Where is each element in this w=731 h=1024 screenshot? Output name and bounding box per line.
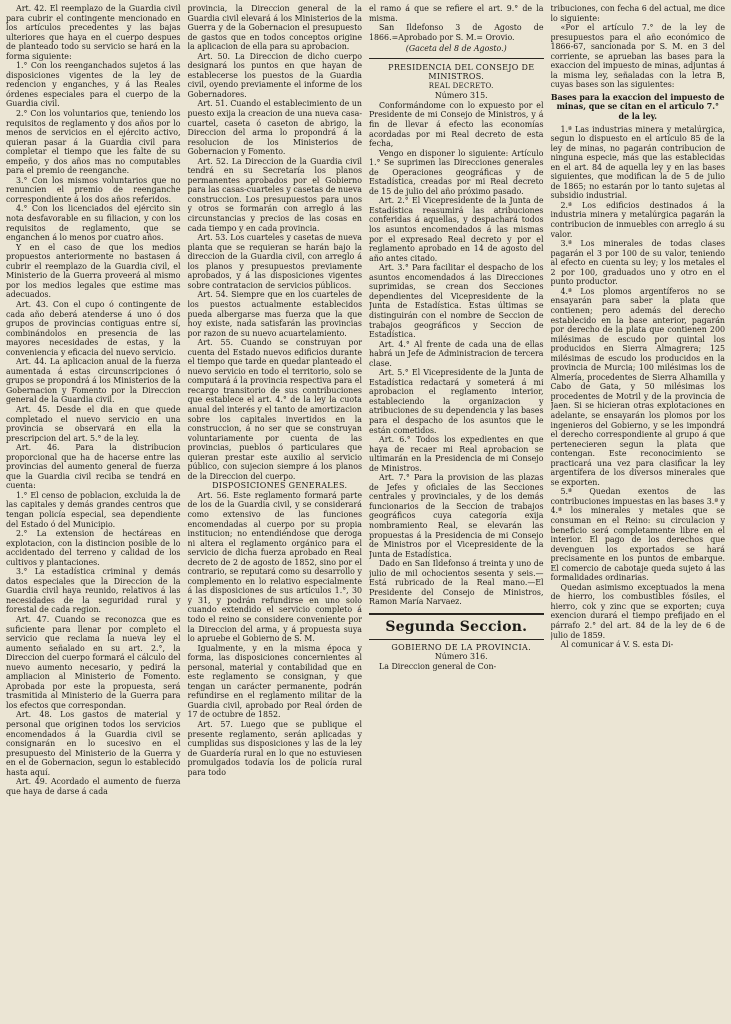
paragraph: 5.ª Quedan exentos de las contribuciones impuestas en las bases 3.ª y 4.ª los minerales y metales que se consuman en el Reino: su circulacion y beneficio será completamente libre en el interior. El pago de los derechos que devenguen los exportados se hará precisamente en los puntos de embarque. El comercio de cabotaje queda sujeto á las formalidades ordinarias. (550, 487, 725, 583)
decree-number: Número 315. (434, 91, 488, 101)
paragraph: Art. 51. Cuando el establecimiento de un puesto exija la creacion de una nueva casa-cuartel, caseta ó caseton de abrigo, la Direccion del arma lo propondrá á la resolucion de los Ministerios de Gobernacion y Fomento. (187, 99, 362, 157)
paragraph: Conformándome con lo expuesto por el Presidente de mi Consejo de Ministros, y á fin de llevar á efecto las economías acordadas por mi Real decreto de esta fecha, (369, 100, 544, 149)
paragraph: Art. 6.° Todos los expedientes en que haya de recaer mi Real aprobacion se ultimarán en la Presidencia de mi Consejo de Ministros. (369, 435, 544, 473)
paragraph: 3.° Con los mismos voluntarios que no renuncien el premio de reenganche correspondiente á los dos años referidos. (6, 175, 181, 204)
paragraph: 4.ª Los plomos argentíferos no se ensayarán para saber la plata que contienen; pero además del derecho establecido en la base anterior, pagarán por derecho de la plata que contienen 200 milésimas de escudo por quintal los producidos en Sierra Almagrera; 125 milésimas de escudo los producidos en la provincia de Murcia; 100 milésimas los de Almería, procedentes de Sierra Alhamilla y Cabo de Gata, y 50 milésimas los procedentes de Motril y de la provincia de Jaen. Si se hicieran otras explotaciones en adelante, se ensayarán los plomos por los ingenieros del Gobierno, y se les impondrá el derecho correspondiente al grupo á que pertenecieren segun la plata que contengan. Este reconocimiento se practicará una vez para clasificar la ley argentífera de los diversos minerales que se exporten. (550, 286, 725, 487)
gaceta-reference: (Gaceta del 8 de Agosto.) (405, 44, 507, 54)
paragraph: Art. 2.° El Vicepresidente de la Junta de Estadística reasumirá las atribuciones conferidas á aquellas, y despachará todos los asuntos encomendados á las mismas por el expresado Real decreto y por el reglamento aprobado en 14 de agosto del año antes citado. (369, 196, 544, 263)
paragraph: «Por el artículo 7.° de la ley de presupuestos para el año económico de 1866-67, sancionada por S. M. en 3 del corriente, se aprueban las bases para la exaccion del impuesto de minas, adjuntas á la misma ley, señaladas con la letra B, cuyas bases son las siguientes: (550, 23, 725, 90)
paragraph: Art. 49. Acordado el aumento de fuerza que haya de darse á cada (6, 777, 181, 796)
paragraph: Art. 56. Este reglamento formará parte de los de la Guardia civil, y se considerará como extensivo de las funciones encomendadas al cuerpo por su propia institucion; no entendiéndose que deroga ni altera el reglamento orgánico para el servicio de dicha fuerza aprobado en Real decreto de 2 de agosto de 1852, sino por el contrario, se reputará como su desarrollo y complemento en lo relativo especialmente á las disposiciones de sus artículos 1.°, 30 y 31, y podrán refundirse en uno solo cuando extendido el servicio completo á todo el reino se considere conveniente por la Direccion del arma, y á propuesta suya lo apruebe el Gobierno de S. M. (187, 490, 362, 644)
section-heading: GOBIERNO DE LA PROVINCIA. (391, 642, 532, 652)
paragraph: 4.° Con los licenciados del ejército sin nota desfavorable en su filiacion, y con los requisitos de reglamento, que se enganchen á lo menos por cuatro años. (6, 204, 181, 243)
paragraph: 3.ª Los minerales de todas clases pagarán el 3 por 100 de su valor, teniendo al efecto en cuenta su ley; y los metales el 2 por 100, graduados uno y otro en el punto productor. (550, 239, 725, 287)
column-3 (369, 4, 544, 1024)
paragraph: Art. 55. Cuando se construyan por cuenta del Estado nuevos edificios durante el tiempo que tarde en quedar planteado el nuevo servicio en todo el territorio, solo se computará á la provincia respectiva para el recargo transitorio de sus contribuciones que establece el art. 4.° de la ley la cuota anual del interés y el tanto de amortizacion sobre los capitales invertidos en la construccion, á no ser que se construyan voluntariamente por cuenta de las provincias, pueblos ó particulares que quieran prestar este auxilio al servicio público, con sujecion siempre á los planos de la Direccion del cuerpo. (187, 338, 362, 481)
paragraph: Art. 57. Luego que se publique el presente reglamento, serán aplicadas y cumplidas sus disposiciones y las de la ley de Guardería rural en lo que no estuviesen promulgados todavía los de policía rural para todo (187, 720, 362, 777)
paragraph: Art. 53. Los cuarteles y casetas de nueva planta que se requieran se harán bajo la direccion de la Guardia civil, con arreglo á los planos y presupuestos previamente aprobados, y á las disposiciones vigentes sobre contratacion de servicios públicos. (187, 233, 362, 290)
column-4 (551, 4, 726, 1024)
paragraph: 2.ª Los edificios destinados á la industria minera y metalúrgica pagarán la contribucion de inmuebles con arreglo á su valor. (550, 200, 725, 239)
paragraph: La Direccion general de Con- (379, 662, 497, 671)
paragraph: Art. 44. La aplicacion anual de la fuerza aumentada á estas circunscripciones ó grupos se propondrá á los Ministerios de la Gobernacion y Fomento por la Direccion general de la Guardia civil. (6, 357, 181, 405)
paragraph: Al comunicar á V. S. esta Di- (560, 640, 674, 650)
section-heading: PRESIDENCIA DEL CONSEJO DE MINISTROS. (388, 62, 535, 82)
paragraph: tribuciones, con fecha 6 del actual, me dice lo siguiente: (550, 4, 725, 23)
decree-number: Número 316. (434, 652, 488, 662)
paragraph: 1.° El censo de poblacion, excluida la de las capitales y demás grandes centros que tengan policía especial, sea dependiente del Estado ó del Municipio. (6, 490, 181, 529)
column-2 (188, 4, 363, 1024)
paragraph: Art. 52. La Direccion de la Guardia civil tendrá en su Secretaría los planos permanentes aprobados por el Gobierno para las casas-cuarteles y casetas de nueva construccion. Los presupuestos para unos y otros se formarán con arreglo á las circunstancias y precios de las cosas en cada tiempo y en cada provincia. (187, 156, 362, 233)
decree-heading: REAL DECRETO. (428, 81, 494, 90)
paragraph: 3.° La estadística criminal y demás datos especiales que la Direccion de la Guardia civil haya reunido, relativos á las necesidades de la seguridad rural y forestal de cada region. (6, 567, 181, 615)
paragraph: Art. 7.° Para la provision de las plazas de Jefes y oficiales de las Secciones centrales y provinciales, y de los demás funcionarios de la Seccion de trabajos geográficos cuya categoría exija nombramiento Real, se elevarán las propuestas á la Presidencia de mi Consejo de Ministros por el Vicepresidente de la Junta de Estadística. (369, 473, 544, 559)
section-heading: DISPOSICIONES GENERALES. (212, 481, 348, 491)
paragraph: Art. 47. Cuando se reconozca que es suficiente para llenar por completo el servicio que reclama la nueva ley el aumento señalado en su art. 2.°, la Direccion del cuerpo formará el cálculo del nuevo aumento necesario, y pedirá la ampliacion al Ministerio de Fomento. Aprobada por este la propuesta, será trasmitida al Ministerio de la Guerra para los efectos que correspondan. (6, 615, 181, 710)
paragraph: el ramo á que se refiere el art. 9.° de la misma. (369, 4, 544, 23)
paragraph: 2.° La extension de hectáreas en explotacion, con la distincion posible de lo accidentado del terreno y calidad de los cultivos y plantaciones. (6, 529, 181, 567)
paragraph: Art. 46. Para la distribucion proporcional que ha de hacerse entre las provincias del aumento general de fuerza que la Guardia civil reciba se tendrá en cuenta: (6, 443, 181, 491)
paragraph: Y en el caso de que los medios propuestos anteriormente no bastasen á cubrir el reemplazo de la Guardia civil, el Ministerio de la Guerra proveerá al mismo por los medios legales que estime mas adecuados. (6, 242, 181, 300)
bases-title: Bases para la exaccion del impuesto de minas, que se citan en el artículo 7.° de la ley. (550, 92, 725, 122)
paragraph: 1.ª Las industrias minera y metalúrgica, segun lo dispuesto en el artículo 85 de la ley de minas, no pagarán contribucion de ninguna especie, más que las establecidas en el art. 84 de aquella ley y en las bases siguientes, que modifican la de 5 de julio de 1865; no estarán por lo tanto sujetas al subsidio industrial. (550, 124, 725, 201)
signature-line: San Ildefonso 3 de Agosto de 1866.=Aprobado por S. M.= Orovio. (369, 23, 544, 42)
paragraph: Art. 3.° Para facilitar el despacho de los asuntos encomendados á las Direcciones suprimidas, se crean dos Secciones dependientes del Vicepresidente de la Junta de Estadística. Estas últimas se distinguirán con el nombre de Seccion de trabajos geográficos y Seccion de Estadística. (369, 263, 544, 340)
paragraph: Art. 54. Siempre que en los cuarteles de los puestos actualmente establecidos pueda albergarse mas fuerza que la que hoy existe, nada satisfarán las provincias por razon de su nuevo acuartelamiento. (187, 290, 362, 338)
column-1 (6, 4, 181, 1024)
paragraph: Igualmente, y en la misma época y forma, las disposiciones concernientes al personal, material y contabilidad que en este reglamento se consignan, y que tengan un carácter permanente, podrán refundirse en el reglamento militar de la Guardia civil, aprobado por Real órden de 17 de octubre de 1852. (187, 643, 362, 720)
paragraph: Quedan asimismo exceptuados la mena de hierro, los combustibles fósiles, el hierro, cok y zinc que se exporten; cuya exencion durará el tiempo prefijado en el párrafo 2.° del art. 84 de la ley de 6 de julio de 1859. (550, 582, 725, 640)
paragraph: provincia, la Direccion general de la Guardia civil elevará á los Ministerios de la Guerra y de la Gobernacion el presupuesto de gastos que en todos conceptos origine la aplicacion de ella para su aprobacion. (187, 4, 362, 52)
paragraph: Art. 5.° El Vicepresidente de la Junta de Estadística redactará y someterá á mi aprobacion el reglamento interior, estableciendo la organizacion y atribuciones de su dependencia y las bases para el despacho de los asuntos que le están cometidos. (369, 368, 544, 435)
paragraph: Art. 48. Los gastos de material y personal que originen todos los servicios encomendados á la Guardia civil se consignarán en lo sucesivo en el presupuesto del Ministerio de la Guerra y en el de Gobernacion, segun lo establecido hasta aquí. (6, 710, 181, 777)
paragraph: Art. 4.° Al frente de cada una de ellas habrá un Jefe de Administracion de tercera clase. (369, 339, 544, 368)
paragraph: 1.° Con los reenganchados sujetos á las disposiciones vigentes de la ley de redencion y enganches, y á las Reales órdenes especiales para el cuerpo de la Guardia civil. (6, 61, 181, 109)
divider (369, 58, 544, 59)
paragraph: Art. 43. Con el cupo ó contingente de cada año deberá atenderse á uno ó dos grupos de provincias contiguas entre sí, combinándolos en presencia de las mayores necesidades de estas, y la conveniencia y eficacia del nuevo servicio. (6, 299, 181, 357)
paragraph: Dado en San Ildefonso á treinta y uno de julio de mil ochocientos sesenta y seis.—Está rubricado de la Real mano.—El Presidente del Consejo de Ministros, Ramon María Narvaez. (369, 559, 544, 607)
segunda-seccion-title: Segunda Seccion. (369, 613, 544, 640)
paragraph: 2.° Con los voluntarios que, teniendo los requisitos de reglamento y dos años por lo menos de servicios en el ejército activo, quieran pasar á la Guardia civil para completar el tiempo que les falte de su empeño, y dos años mas no computables para el premio de reenganche. (6, 109, 181, 176)
paragraph: Art. 45. Desde el dia en que quede completado el nuevo servicio en una provincia se observará en ella la prescripcion del art. 5.° de la ley. (6, 404, 181, 443)
paragraph: Art. 50. La Direccion de dicho cuerpo designará los puntos en que hayan de establecerse los puestos de la Guardia civil, oyendo previamente el informe de los Gobernadores. (187, 51, 362, 99)
paragraph: Vengo en disponer lo siguiente: Artículo 1.° Se suprimen las Direcciones generales de Operaciones geográficas y de Estadística, creadas por mi Real decreto de 15 de julio del año próximo pasado. (369, 148, 544, 196)
paragraph: Art. 42. El reemplazo de la Guardia civil para cubrir el contingente mencionado en los artículos precedentes y las bajas ulteriores que haya en el cuerpo despues de planteado todo su servicio se hará en la forma siguiente: (6, 4, 181, 61)
